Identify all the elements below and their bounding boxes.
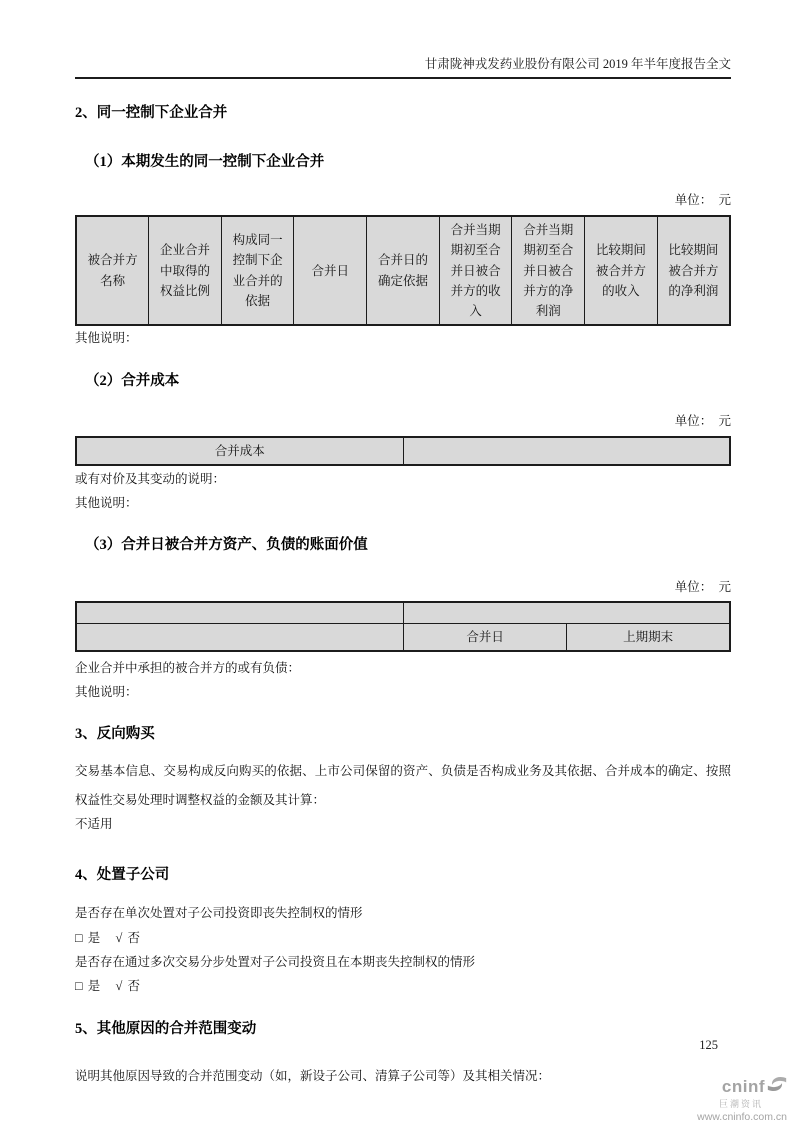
col-merger-date: 合并日 [403, 623, 566, 651]
cninfo-swirl-icon [767, 1074, 787, 1098]
col-merged-party-name: 被合并方名称 [76, 216, 149, 325]
single-disposal-question: 是否存在单次处置对子公司投资即丧失控制权的情形 [75, 906, 363, 920]
other-note: 其他说明： [75, 495, 138, 510]
no-label: 否 [127, 978, 141, 993]
unit-label: 单位： 元 [674, 193, 731, 207]
empty-merged-cell [403, 602, 730, 623]
checkbox-unchecked-icon: □ [75, 930, 84, 945]
no-label: 否 [127, 930, 141, 945]
section-2-2-title: （2）合并成本 [85, 372, 180, 389]
same-control-combination-table [75, 215, 731, 326]
cninfo-url: www.cninfo.com.cn [697, 1111, 787, 1122]
page-number: 125 [699, 1038, 718, 1052]
section-5-title: 5、其他原因的合并范围变动 [75, 1020, 257, 1037]
yes-label: 是 [87, 978, 102, 993]
stepwise-disposal-answer [75, 979, 731, 995]
col-income-to-merger-date: 合并当期期初至合并日被合并方的收入 [439, 216, 512, 325]
col-equity-ratio: 企业合并中取得的权益比例 [149, 216, 222, 325]
book-value-table [75, 601, 731, 652]
empty-cell [76, 623, 403, 651]
reverse-purchase-description: 交易基本信息、交易构成反向购买的依据、上市公司保留的资产、负债是否构成业务及其依据、合并成本的确定、按照权益性交易处理时调整权益的金额及其计算： [75, 764, 731, 808]
table-row [76, 623, 730, 651]
page-content [75, 0, 731, 1091]
section-2-title: 2、同一控制下企业合并 [75, 105, 228, 121]
cninfo-logo [697, 1074, 787, 1122]
empty-cell [76, 602, 403, 623]
other-note: 其他说明： [75, 331, 138, 346]
col-comparative-net-profit: 比较期间被合并方的净利润 [657, 216, 730, 325]
merger-cost-header-cell: 合并成本 [76, 437, 403, 465]
table-row [76, 437, 730, 465]
single-disposal-answer [75, 931, 731, 947]
col-net-profit-to-merger-date: 合并当期期初至合并日被合并方的净利润 [512, 216, 585, 325]
other-note: 其他说明： [75, 684, 138, 699]
cninfo-chinese-name: 巨潮资讯 [718, 1099, 763, 1109]
section-2-3-title: （3）合并日被合并方资产、负债的账面价值 [85, 537, 368, 554]
unit-label: 单位： 元 [674, 413, 731, 428]
col-merger-date-basis: 合并日的确定依据 [367, 216, 440, 325]
checkbox-unchecked-icon: □ [75, 978, 84, 993]
table-header-row [76, 216, 730, 325]
section-4-title: 4、处置子公司 [75, 867, 170, 883]
check-icon: √ [115, 978, 124, 993]
contingent-liability-note: 企业合并中承担的被合并方的或有负债： [75, 661, 301, 676]
merger-cost-value-cell [403, 437, 730, 465]
col-basis-same-control: 构成同一控制下企业合并的依据 [221, 216, 294, 325]
stepwise-disposal-question: 是否存在通过多次交易分步处置对子公司投资且在本期丧失控制权的情形 [75, 955, 476, 970]
contingent-consideration-note: 或有对价及其变动的说明： [75, 472, 226, 487]
col-prior-period-end: 上期期末 [567, 623, 730, 651]
report-title: 甘肃陇神戎发药业股份有限公司 2019 年半年度报告全文 [424, 57, 731, 71]
merger-cost-table [75, 436, 731, 466]
col-merger-date: 合并日 [294, 216, 367, 325]
check-icon: √ [115, 930, 124, 945]
not-applicable-text: 不适用 [75, 817, 113, 832]
yes-label: 是 [87, 930, 102, 945]
page-header [75, 0, 731, 79]
scope-change-description: 说明其他原因导致的合并范围变动（如，新设子公司、清算子公司等）及其相关情况： [75, 1068, 551, 1083]
section-3-title: 3、反向购买 [75, 726, 155, 743]
table-row [76, 602, 730, 623]
section-2-1-title: （1）本期发生的同一控制下企业合并 [85, 154, 325, 170]
col-comparative-income: 比较期间被合并方的收入 [585, 216, 658, 325]
cninfo-logo-row [697, 1074, 787, 1098]
cninfo-logo-text: cninf [721, 1076, 765, 1096]
unit-label: 单位： 元 [674, 580, 731, 595]
